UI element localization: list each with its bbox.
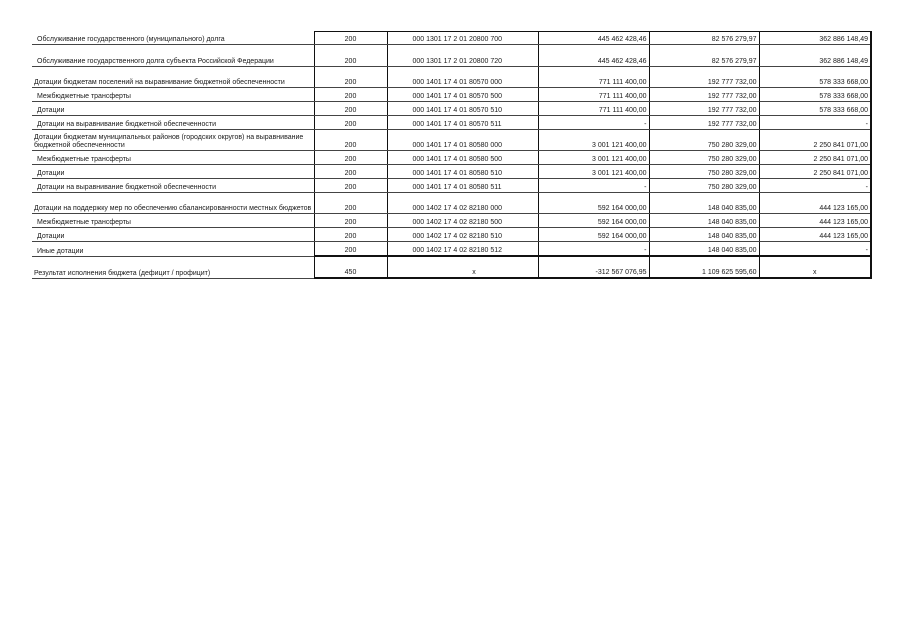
budget-result-row <box>32 256 871 278</box>
row-approved-amount: - <box>538 242 649 257</box>
table-row <box>32 130 871 151</box>
budget-report-sheet <box>32 31 871 279</box>
table-row <box>32 116 871 130</box>
row-name: Дотации бюджетам поселений на выравнивание бюджетной обеспеченности <box>32 67 314 88</box>
table-row <box>32 179 871 193</box>
row-executed-amount: 192 777 732,00 <box>649 116 759 130</box>
row-budget-code: 000 1402 17 4 02 82180 500 <box>387 214 538 228</box>
row-unexecuted-amount: - <box>759 116 871 130</box>
row-executed-amount: 148 040 835,00 <box>649 193 759 214</box>
row-approved-amount: - <box>538 179 649 193</box>
table-row <box>32 67 871 88</box>
row-approved-amount: 771 111 400,00 <box>538 67 649 88</box>
row-line-code: 200 <box>314 67 387 88</box>
row-executed-amount: 148 040 835,00 <box>649 242 759 257</box>
table-row <box>32 193 871 214</box>
table-row <box>32 214 871 228</box>
row-name: Межбюджетные трансферты <box>32 151 314 165</box>
row-unexecuted-amount: 362 886 148,49 <box>759 32 871 45</box>
row-unexecuted-amount: 444 123 165,00 <box>759 193 871 214</box>
result-line-code: 450 <box>314 256 387 278</box>
row-unexecuted-amount: 578 333 668,00 <box>759 67 871 88</box>
row-executed-amount: 148 040 835,00 <box>649 228 759 242</box>
row-name: Обслуживание государственного (муниципального) долга <box>32 32 314 45</box>
row-budget-code: 000 1401 17 4 01 80570 500 <box>387 88 538 102</box>
row-budget-code: 000 1301 17 2 01 20800 720 <box>387 45 538 67</box>
row-approved-amount: 445 462 428,46 <box>538 32 649 45</box>
budget-execution-table <box>32 31 872 279</box>
row-executed-amount: 192 777 732,00 <box>649 102 759 116</box>
row-line-code: 200 <box>314 165 387 179</box>
row-name: Иные дотации <box>32 242 314 257</box>
row-name: Дотации на выравнивание бюджетной обеспеченности <box>32 179 314 193</box>
row-line-code: 200 <box>314 45 387 67</box>
row-budget-code: 000 1401 17 4 01 80580 000 <box>387 130 538 151</box>
row-name: Дотации <box>32 102 314 116</box>
table-row <box>32 88 871 102</box>
row-executed-amount: 148 040 835,00 <box>649 214 759 228</box>
row-unexecuted-amount: 444 123 165,00 <box>759 228 871 242</box>
row-executed-amount: 750 280 329,00 <box>649 165 759 179</box>
row-executed-amount: 82 576 279,97 <box>649 45 759 67</box>
table-row <box>32 242 871 257</box>
row-name: Дотации бюджетам муниципальных районов (городских округов) на выравнивание бюджетной обеспеченности <box>32 130 314 151</box>
row-approved-amount: 592 164 000,00 <box>538 228 649 242</box>
result-approved-amount: -312 567 076,95 <box>538 256 649 278</box>
row-line-code: 200 <box>314 179 387 193</box>
row-name: Обслуживание государственного долга субъекта Российской Федерации <box>32 45 314 67</box>
row-budget-code: 000 1401 17 4 01 80570 000 <box>387 67 538 88</box>
row-executed-amount: 750 280 329,00 <box>649 179 759 193</box>
row-line-code: 200 <box>314 228 387 242</box>
row-budget-code: 000 1401 17 4 01 80580 510 <box>387 165 538 179</box>
row-budget-code: 000 1402 17 4 02 82180 512 <box>387 242 538 257</box>
row-line-code: 200 <box>314 102 387 116</box>
row-budget-code: 000 1402 17 4 02 82180 510 <box>387 228 538 242</box>
row-line-code: 200 <box>314 151 387 165</box>
row-budget-code: 000 1401 17 4 01 80570 510 <box>387 102 538 116</box>
row-line-code: 200 <box>314 116 387 130</box>
row-line-code: 200 <box>314 242 387 257</box>
table-row <box>32 32 871 45</box>
row-unexecuted-amount: 362 886 148,49 <box>759 45 871 67</box>
row-approved-amount: 771 111 400,00 <box>538 102 649 116</box>
row-unexecuted-amount: - <box>759 179 871 193</box>
table-row <box>32 228 871 242</box>
row-line-code: 200 <box>314 193 387 214</box>
table-row <box>32 45 871 67</box>
table-row <box>32 165 871 179</box>
row-executed-amount: 82 576 279,97 <box>649 32 759 45</box>
row-unexecuted-amount: 2 250 841 071,00 <box>759 151 871 165</box>
row-unexecuted-amount: 2 250 841 071,00 <box>759 165 871 179</box>
row-name: Дотации на поддержку мер по обеспечению сбалансированности местных бюджетов <box>32 193 314 214</box>
row-name: Дотации <box>32 228 314 242</box>
row-line-code: 200 <box>314 214 387 228</box>
row-line-code: 200 <box>314 32 387 45</box>
row-name: Дотации на выравнивание бюджетной обеспеченности <box>32 116 314 130</box>
result-budget-code: x <box>387 256 538 278</box>
row-approved-amount: 3 001 121 400,00 <box>538 165 649 179</box>
row-executed-amount: 192 777 732,00 <box>649 88 759 102</box>
row-name: Межбюджетные трансферты <box>32 214 314 228</box>
row-budget-code: 000 1301 17 2 01 20800 700 <box>387 32 538 45</box>
row-unexecuted-amount: 578 333 668,00 <box>759 102 871 116</box>
table-row <box>32 151 871 165</box>
row-budget-code: 000 1401 17 4 01 80580 511 <box>387 179 538 193</box>
result-name: Результат исполнения бюджета (дефицит / профицит) <box>32 256 314 278</box>
row-executed-amount: 750 280 329,00 <box>649 130 759 151</box>
result-unexecuted-amount: x <box>759 256 871 278</box>
row-approved-amount: 592 164 000,00 <box>538 214 649 228</box>
row-unexecuted-amount: - <box>759 242 871 257</box>
row-unexecuted-amount: 444 123 165,00 <box>759 214 871 228</box>
row-line-code: 200 <box>314 130 387 151</box>
row-approved-amount: 445 462 428,46 <box>538 45 649 67</box>
row-name: Дотации <box>32 165 314 179</box>
row-approved-amount: 771 111 400,00 <box>538 88 649 102</box>
result-executed-amount: 1 109 625 595,60 <box>649 256 759 278</box>
row-unexecuted-amount: 2 250 841 071,00 <box>759 130 871 151</box>
row-budget-code: 000 1401 17 4 01 80570 511 <box>387 116 538 130</box>
row-approved-amount: 592 164 000,00 <box>538 193 649 214</box>
row-budget-code: 000 1402 17 4 02 82180 000 <box>387 193 538 214</box>
row-name: Межбюджетные трансферты <box>32 88 314 102</box>
row-budget-code: 000 1401 17 4 01 80580 500 <box>387 151 538 165</box>
row-approved-amount: 3 001 121 400,00 <box>538 130 649 151</box>
row-approved-amount: - <box>538 116 649 130</box>
row-executed-amount: 750 280 329,00 <box>649 151 759 165</box>
row-line-code: 200 <box>314 88 387 102</box>
row-approved-amount: 3 001 121 400,00 <box>538 151 649 165</box>
row-executed-amount: 192 777 732,00 <box>649 67 759 88</box>
table-row <box>32 102 871 116</box>
row-unexecuted-amount: 578 333 668,00 <box>759 88 871 102</box>
